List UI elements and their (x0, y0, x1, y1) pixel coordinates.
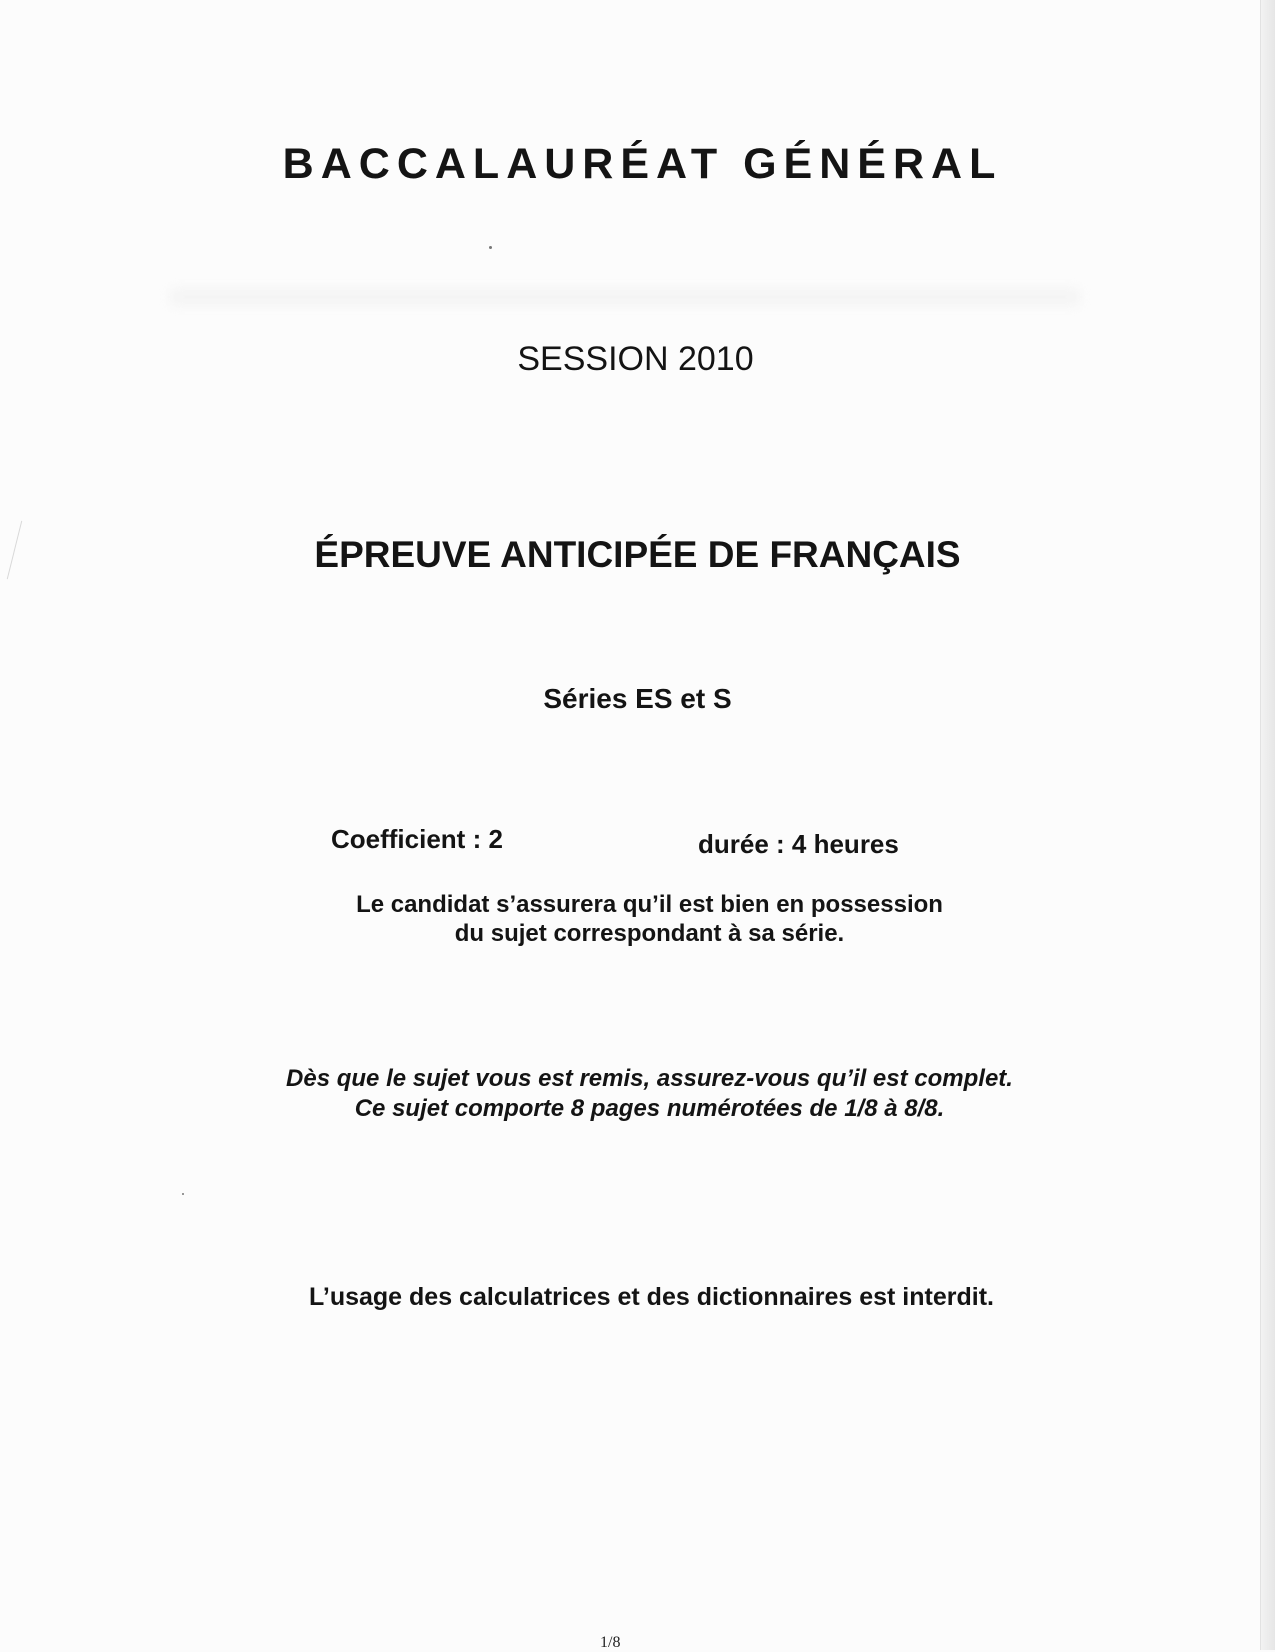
dust-speck (182, 1193, 184, 1195)
completeness-notice-line-1: Dès que le sujet vous est remis, assurez-vous qu’il est complet. (286, 1065, 1013, 1092)
completeness-notice (12, 1064, 1275, 1124)
dust-speck (489, 246, 492, 249)
candidate-notice-line-1: Le candidat s’assurera qu’il est bien en possession (356, 891, 943, 918)
main-title: BACCALAURÉAT GÉNÉRAL (282, 140, 1003, 188)
page-number: 1/8 (600, 1634, 621, 1651)
coefficient-label: Coefficient : 2 (331, 824, 503, 854)
candidate-notice (12, 890, 1275, 948)
session-year: SESSION 2010 (517, 340, 754, 378)
bleed-through-shadow (170, 288, 1080, 306)
completeness-notice-line-2: Ce sujet comporte 8 pages numérotées de 1/8 à 8/8. (354, 1095, 945, 1122)
series-label: Séries ES et S (543, 683, 732, 714)
scan-edge (1260, 0, 1275, 1650)
exam-name: ÉPREUVE ANTICIPÉE DE FRANÇAIS (314, 534, 961, 575)
duration-label: durée : 4 heures (698, 829, 899, 859)
candidate-notice-line-2: du sujet correspondant à sa série. (454, 920, 845, 947)
usage-notice: L’usage des calculatrices et des dictionnaires est interdit. (309, 1283, 994, 1311)
